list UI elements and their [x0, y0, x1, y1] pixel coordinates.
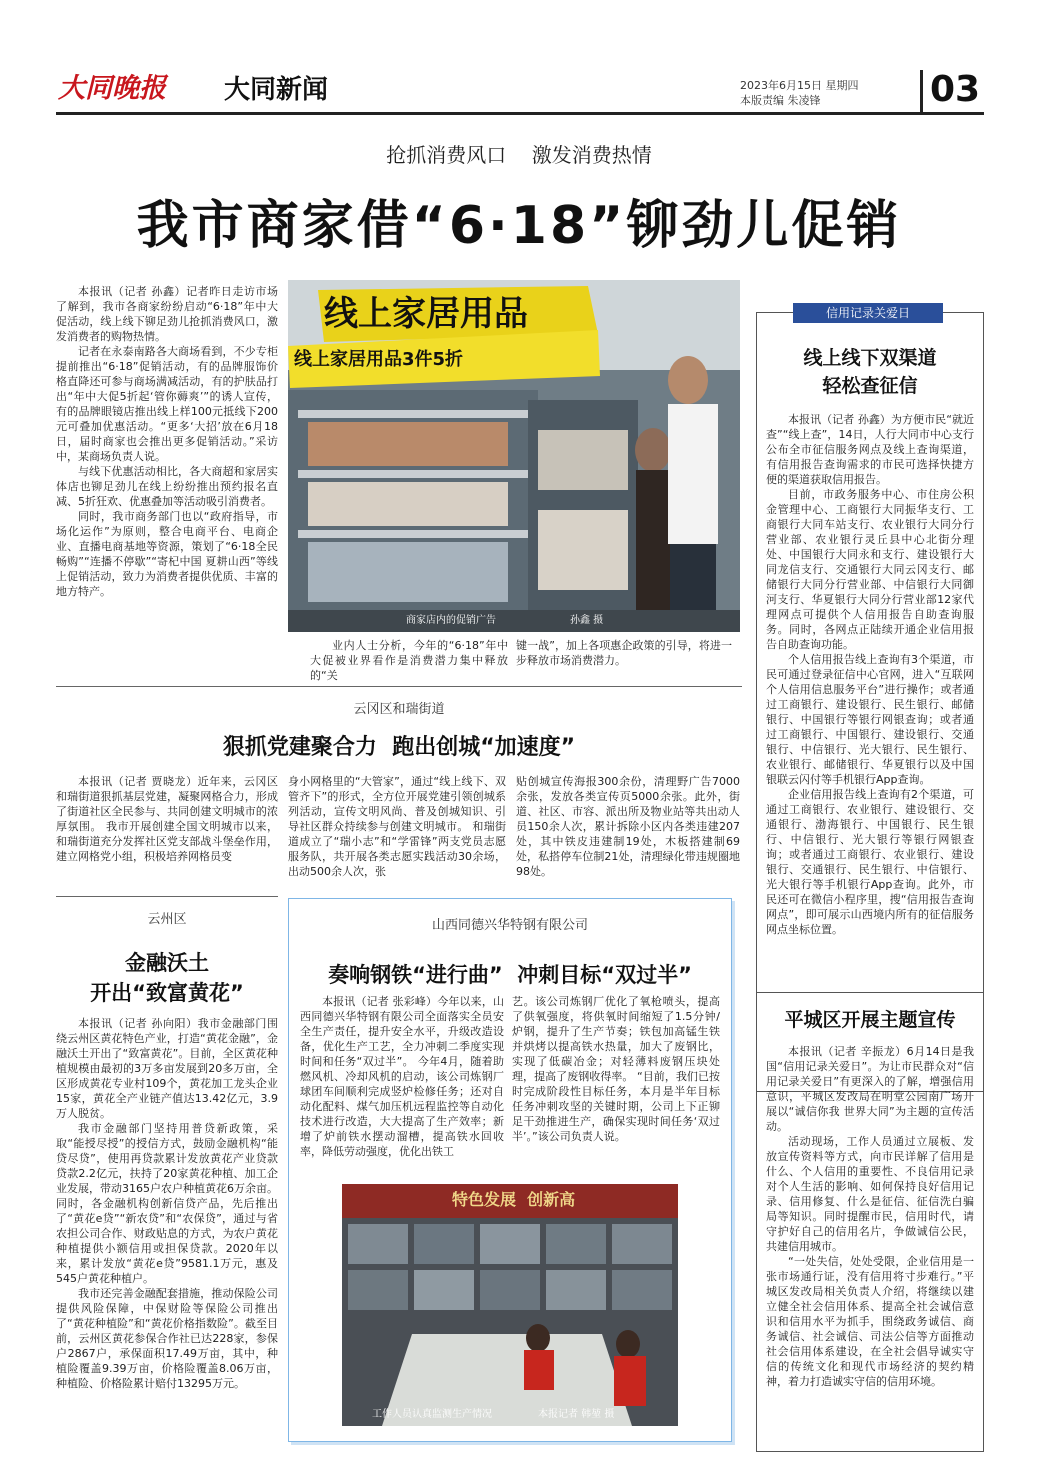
lead-headline: 我市商家借“6·18”铆劲儿促销 — [136, 196, 902, 256]
lead-continued-left — [310, 638, 508, 682]
lead-body-column — [56, 284, 278, 660]
hexi-paragraph: 贴创城宣传海报300余份，清理野广告7000余张，发放各类宣传页5000余张。此外，街道、社区、市容、派出所及物业站等共出动人员150余人次，累计拆除小区内各类违建207处，其中铁皮违建制19处，木板搭建制69处，私搭停车位制21处，清理绿化带违规圈地98处。 — [516, 775, 740, 878]
pingcheng-paragraph: “一处失信，处处受限，企业信用是一张市场通行证，没有信用将寸步难行。”平城区发改局相关负责人介绍，将继续以建立健全社会信用体系、提高全社会诚信意识和信用水平为抓手，围绕政务诚信、商务诚信、社会诚信、司法公信等方面推动社会信用体系建设，在全社会倡导诚实守信的传统文化和现代市场经济的契约精神，着力打造诚实守信的信用环境。 — [766, 1255, 974, 1388]
steel-kicker: 山西同德兴华特钢有限公司 — [431, 918, 588, 933]
page-number: 03 — [930, 69, 981, 110]
lead-paragraph: 记者在永泰南路各大商场看到，不少专柜提前推出“6·18”促销活动，有的品牌服饰价格直降还可参与商场满减活动，有的护肤品打出“年中大促5折起‘管你薅爽’”的诱人宣传，有的品牌眼镜店推出线上样100元抵线下200元可叠加优惠活动。“更多‘大招’放在6月18日，届时商家也会推出更多促销活动。”采访中，某商场负责人说。 — [56, 345, 278, 463]
pingcheng-body-column — [766, 1044, 974, 1442]
steel-headline: 奏响钢铁“进行曲” 冲刺目标“双过半” — [328, 963, 692, 987]
lead-paragraph: 键一战”，加上各项惠企政策的引导，将进一步释放市场消费潜力。 — [516, 639, 732, 667]
hexi-kicker: 云冈区和瑞街道 — [353, 702, 445, 717]
control-room-photo — [342, 1184, 678, 1426]
photo-sign-bottom: 线上家居用品3件5折 — [294, 349, 464, 370]
yungang-paragraph: 我市金融部门坚持用普贷新政策，采取“能授尽授”的授信方式，鼓励金融机构“能贷尽贷”，使用再贷款累计发放黄花产业贷款贷款2.2亿元，扶持了20家黄花种植、加工企业发展，带动3165户农户种植黄花6万余亩。同时，各金融机构创新信贷产品，先后推出了“黄花e贷”“新农贷”和“农保贷”，通过与省农担公司合作、财政贴息的方式，为农户黄花种植提供小额信用或担保贷款。2020年以来，累计发放“黄花e贷”9581.1万元，惠及545户黄花种植户。 — [56, 1122, 278, 1285]
pingcheng-paragraph: 活动现场，工作人员通过立展板、发放宣传资料等方式，向市民详解了信用是什么、个人信用的重要性、不良信用记录对个人生活的影响、如何保持良好信用记录、信用修复、什么是征信、征信洗白骗局等知识。同时提醒市民，信用时代，请守护好自己的信用名片，争做诚信公民，共建信用城市。 — [766, 1135, 974, 1253]
yungang-headline: 金融沃土 开出“致富黄花” — [90, 951, 244, 1005]
hexi-headline: 狠抓党建聚合力 跑出创城“加速度” — [222, 735, 576, 760]
lead-paragraph: 本报讯（记者 孙鑫）记者昨日走访市场了解到，我市各商家纷纷启动“6·18”年中大促活动，线上线下铆足劲儿抢抓消费风口，激发消费者的购物热情。 — [56, 285, 278, 343]
masthead-rule — [56, 112, 984, 115]
credit-paragraph: 个人信用报告线上查询有3个渠道，市民可通过登录征信中心官网，进入“互联网个人信用信息服务平台”进行操作；或者通过工商银行、建设银行、民生银行、邮储银行、中国银行等银行网银查询；或者通过工商银行、中国银行、建设银行、交通银行、中信银行、光大银行、民生银行、农业银行、邮储银行、华夏银行以及中国银联云闪付等手机银行App查询。 — [766, 653, 974, 786]
hexi-column-1 — [56, 774, 278, 884]
steel-photo-caption: 工作人员认真监测生产情况 — [372, 1409, 492, 1420]
yungang-kicker: 云州区 — [147, 912, 187, 927]
hexi-column-3 — [516, 774, 740, 884]
lead-paragraph: 与线下优惠活动相比，各大商超和家居实体店也铆足劲儿在线上纷纷推出预约报名直减、5折狂欢、优惠叠加等活动吸引消费者。 — [56, 465, 278, 508]
steel-paragraph: 本报讯（记者 张彩峰）今年以来，山西同德兴华特钢有限公司全面落实全员安全生产责任，提升安全水平，升级改造设备，优化生产工艺，全力冲刺二季度实现时间和任务“双过半”。 今年4月，随着助燃风机、冷却风机的启动，该公司炼钢厂球团车间顺利完成竖炉检修任务；还对自动化配料、煤气加压机远程监控等自动化技术进行改造，大大提高了生产效率；新增了炉前铁水摆动溜槽，提高铁水回收率，降低劳动强度，优化出铁工 — [300, 995, 504, 1158]
control-room-banner: 特色发展 创新高 — [452, 1190, 576, 1209]
hexi-paragraph: 本报讯（记者 贾晓龙）近年来，云冈区和瑞街道狠抓基层党建，凝聚网格合力，形成了街道社区全民参与、共同创建文明城市的浓厚氛围。 我市开展创建全国文明城市以来，和瑞街道充分发挥社区党支部战斗堡垒作用，建立网格党小组，积极培养网格员变 — [56, 775, 278, 863]
credit-paragraph: 本报讯（记者 孙鑫）为方便市民“就近查”“线上查”，14日，人行大同市中心支行公布全市征信服务网点及线上查询渠道，有信用报告查询需求的市民可选择快捷方便的渠道获取信用报告。 — [766, 413, 974, 486]
lead-continued-right — [516, 638, 732, 668]
section-divider — [56, 686, 742, 687]
steel-photo-credit: 本报记者 韩堃 摄 — [538, 1409, 615, 1420]
steel-column-1 — [300, 994, 504, 1174]
masthead-date-block — [740, 78, 859, 108]
yungang-paragraph: 本报讯（记者 孙向阳）我市金融部门围绕云州区黄花特色产业，打造“黄花金融”，金融沃土开出了“致富黄花”。目前，全区黄花种植规模由最初的3万多亩发展到20多万亩，全区形成黄花专业村109个，黄花加工龙头企业15家，黄花全产业链产值达13.42亿元，3.9万人脱贫。 — [56, 1017, 278, 1120]
credit-paragraph: 企业信用报告线上查询有2个渠道，可通过工商银行、农业银行、建设银行、交通银行、渤海银行、中国银行、民生银行、中信银行、光大银行等银行网银查询；或者通过工商银行、农业银行、建设银行、交通银行、民生银行、中信银行、光大银行等手机银行App查询。此外，市民还可在微信小程序里，搜“信用报告查询网点”，即可展示山西境内所有的征信服务网点坐标位置。 — [766, 788, 974, 936]
yungang-body-column — [56, 1016, 278, 1456]
lead-paragraph: 业内人士分析，今年的“6·18”年中大促被业界看作是消费潜力集中释放的“关 — [310, 639, 508, 682]
steel-photo — [342, 1184, 678, 1426]
issue-date: 2023年6月15日 星期四 — [740, 79, 859, 92]
lead-photo — [288, 280, 740, 632]
pingcheng-headline: 平城区开展主题宣传 — [784, 1009, 956, 1031]
lead-photo-caption: 商家店内的促销广告 — [406, 615, 496, 626]
credit-headline: 线上线下双渠道 轻松查征信 — [803, 347, 937, 397]
pingcheng-paragraph: 本报讯（记者 辛振龙）6月14日是我国“信用记录关爱日”。为让市民群众对“信用记录关爱日”有更深入的了解，增强信用意识，平城区发改局在明堂公园南广场开展以“诚信你我 世界大同”为主题的宣传活动。 — [766, 1045, 974, 1133]
credit-paragraph: 目前，市政务服务中心、市住房公积金管理中心、工商银行大同振华支行、工商银行大同车站支行、农业银行大同分行营业部、农业银行灵丘县中心北街分理处、中国银行大同永和支行、建设银行大同龙信支行、交通银行大同云冈支行、邮储银行大同分行营业部、中信银行大同御河支行、华夏银行大同分行营业部12家代理网点可提供个人信用报告自助查询服务。同时，各网点正陆续开通企业信用报告自助查询功能。 — [766, 488, 974, 651]
newspaper-logo: 大同晚报 — [58, 73, 166, 104]
yungang-paragraph: 我市还完善金融配套措施，推动保险公司提供风险保障，中保财险等保险公司推出了“黄花种植险”和“黄花价格指数险”。截至目前，云州区黄花参保合作社已达228家，参保户2867户，承保面积17.49万亩，其中，种植险覆盖9.39万亩，价格险覆盖8.06万亩，种植险、价格险累计赔付13295万元。 — [56, 1287, 278, 1390]
credit-body-column — [766, 412, 974, 972]
photo-sign-top: 线上家居用品 — [324, 294, 528, 334]
section-divider — [56, 896, 278, 897]
section-title: 大同新闻 — [224, 75, 329, 105]
lead-kicker: 抢抓消费风口 激发消费热情 — [386, 143, 652, 167]
credit-tag: 信用记录关爱日 — [793, 303, 943, 323]
steel-column-2 — [512, 994, 720, 1174]
lead-photo-credit: 孙鑫 摄 — [570, 615, 604, 626]
hexi-column-2 — [288, 774, 506, 884]
page-editor: 本版责编 朱凌锋 — [740, 94, 821, 107]
lead-paragraph: 同时，我市商务部门也以“政府指导，市场化运作”为原则，整合电商平台、电商企业、直播电商基地等资源，策划了“6·18全民畅购”“连播不停歇”“寄杞中国 夏耕山西”等线上促销活动，致力为消费者提供优质、丰富的地方特产。 — [56, 510, 278, 598]
masthead-divider — [920, 70, 923, 112]
steel-paragraph: 艺。该公司炼钢厂优化了氧枪喷头，提高了供氧强度，将供氧时间缩短了1.5分钟/炉钢，提升了生产节奏；铁包加高锰生铁并烘烤以提高铁水热量，加大了废钢比，实现了低碳冶金；对轻薄料废钢压块处理，提高了废钢收得率。 “目前，我们已按时完成阶段性目标任务，本月是半年目标任务冲刺攻坚的关键时期，公司上下正铆足干劲推进生产，确保实现时间任务‘双过半’。”该公司负责人说。 — [512, 995, 720, 1143]
hexi-paragraph: 身小网格里的“大管家”，通过“线上线下、双管齐下”的形式，全方位开展党建引领创城系列活动，宣传文明风尚、普及创城知识、引导社区群众持续参与创建文明城市。 和瑞街道成立了“瑞小志”和“学雷锋”两支党员志愿服务队，共开展各类志愿实践活动30余场，出动500余人次，张 — [288, 775, 506, 878]
